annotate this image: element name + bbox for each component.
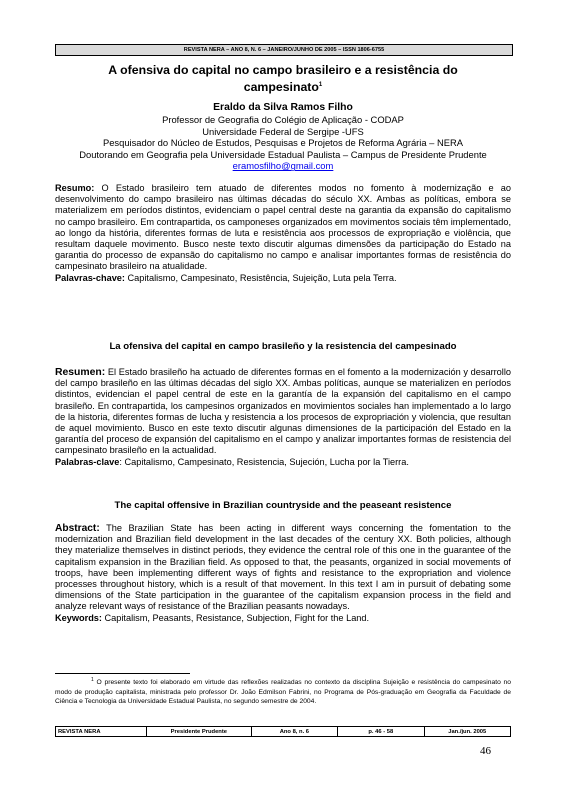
resumen-abstract [55, 367, 511, 468]
resumo-abstract [55, 183, 511, 284]
resumo-keywords-label: Palavras-chave: [55, 272, 125, 283]
title-line-1: A ofensiva do capital no campo brasileiro e a resistência do [108, 63, 458, 77]
footnote-divider [55, 673, 190, 674]
author-name: Eraldo da Silva Ramos Filho [213, 102, 353, 113]
title-footnote-marker: 1 [318, 82, 323, 88]
footer-volume-cell: Ano 8, n. 6 [251, 727, 337, 737]
title-line-2: campesinato [243, 80, 319, 95]
resumo-text: O Estado brasileiro tem atuado de diferentes modos no fomento à modernização e ao desenvolvimento do campo brasileiro nas últimas décadas do século XX. Ambas as políticas, embora se materializem em períodos distintos, evidenciam o papel central deste na garantia da expansão do capitalismo no campo brasileiro. Em contrapartida, os camponeses organizados em movimentos sociais têm implementado, ao longo da história, diferentes formas de luta e resistência aos processos de expropriação e violência, que resultam daquele movimento. Busco neste texto discutir algumas dimensões da participação do Estado na garantia do processo de expansão do capitalismo no campo e analisar importantes formas de resistência do campesinato brasileiro na atualidade. [55, 183, 512, 272]
page-number: 46 [480, 745, 491, 757]
journal-header: REVISTA NERA – ANO 8, N. 6 – JANEIRO/JUNHO DE 2005 – ISSN 1806-6755 [55, 44, 513, 56]
citation-footer-table [55, 726, 511, 737]
author-block [60, 101, 506, 172]
keywords-label: Keywords: [55, 612, 102, 623]
author-email-link[interactable]: eramosfilho@gmail.com [232, 160, 334, 172]
affiliation: Pesquisador do Núcleo de Estudos, Pesquisas e Projetos de Reforma Agrária – NERA [102, 137, 464, 149]
footer-row [56, 727, 511, 737]
abstract-label: Abstract: [55, 523, 100, 534]
resumen-keywords-label: Palabras-clave [55, 456, 120, 467]
resumen-keywords: : Capitalismo, Campesinato, Resistencia, Sujeción, Lucha por la Tierra. [119, 456, 409, 467]
footnote [55, 676, 511, 706]
affiliation: Professor de Geografia do Colégio de Aplicação - CODAP [162, 114, 404, 125]
resumen-label: Resumen: [55, 367, 106, 378]
keywords-text: Capitalism, Peasants, Resistance, Subjection, Fight for the Land. [101, 612, 370, 623]
spanish-title: La ofensiva del capital en campo brasileño y la resistencia del campesinado [109, 341, 457, 352]
footer-pages-cell: p. 46 - 58 [338, 727, 424, 737]
resumen-text: El Estado brasileño ha actuado de diferentes formas en el fomento a la modernización y desarrollo del campo brasileño en las últimas décadas del siglo XX. Ambas políticas, aunque se materializen en períodos distintos, evidencian el papel central de este en la garantía de la expansión del capitalismo en el campo brasileño. En contrapartida, los campesinos organizados en movimientos sociales han implementado a lo largo de la historia, diferentes formas de lucha y resistencia a los procesos de expropriación y violencia, que resultan de aquel movimiento. Busco en este texto discutir algunas dimensiones de la participación del Estado en la garantía del proceso de expansión del capitalismo en el campo y analizar importantes formas de resistencia del campesinato brasileño en la actualidad. [55, 367, 511, 456]
abstract-text: The Brazilian State has been acting in different ways concerning the fomentation to the modernization and Brazilian field development in the last decades of the century XX. Both policies, although they materialize themselves in distinct periods, they evidence the central role of this one in the guarantee of the capitalism expansion in the Brazilian field. As opposed to that, the peasants, organized in social movements of troops, have been implementing different ways of fights and resistance to the expropriation and violence processes throughout history, which is a result of that movement. In this text I am in pursuit of debating some dimensions of the State participation in the guarantee of the capitalism expansion process in the field and analyze relevant ways of resistance of the Brazilian peasants nowadays. [55, 523, 511, 612]
footnote-marker: 1 [91, 677, 94, 683]
english-title: The capital offensive in Brazilian countryside and the peaseant resistence [114, 500, 452, 511]
footer-journal-cell: REVISTA NERA [56, 727, 147, 737]
resumo-keywords: Capitalismo, Campesinato, Resistência, Sujeição, Luta pela Terra. [124, 272, 397, 283]
affiliation: Doutorando em Geografia pela Universidade Estadual Paulista – Campus de Presidente Prudente [79, 148, 487, 160]
footer-date-cell: Jan./jun. 2005 [424, 727, 510, 737]
footer-city-cell: Presidente Prudente [147, 727, 252, 737]
resumo-label: Resumo: [55, 183, 95, 193]
footnote-text: O presente texto foi elaborado em virtude das reflexões realizadas no contexto da disciplina Sujeição e resistência do campesinato no modo de produção capitalista, ministrada pelo professor Dr. João Edmilson Fabrini, no Programa de Pós-graduação em Geografia da Faculdade de Ciência e Tecnologia da Universidade Estadual Paulista, no segundo semestre de 2004. [55, 679, 511, 706]
article-title [60, 63, 506, 95]
english-abstract [55, 523, 511, 624]
affiliation: Universidade Federal de Sergipe -UFS [202, 125, 364, 137]
